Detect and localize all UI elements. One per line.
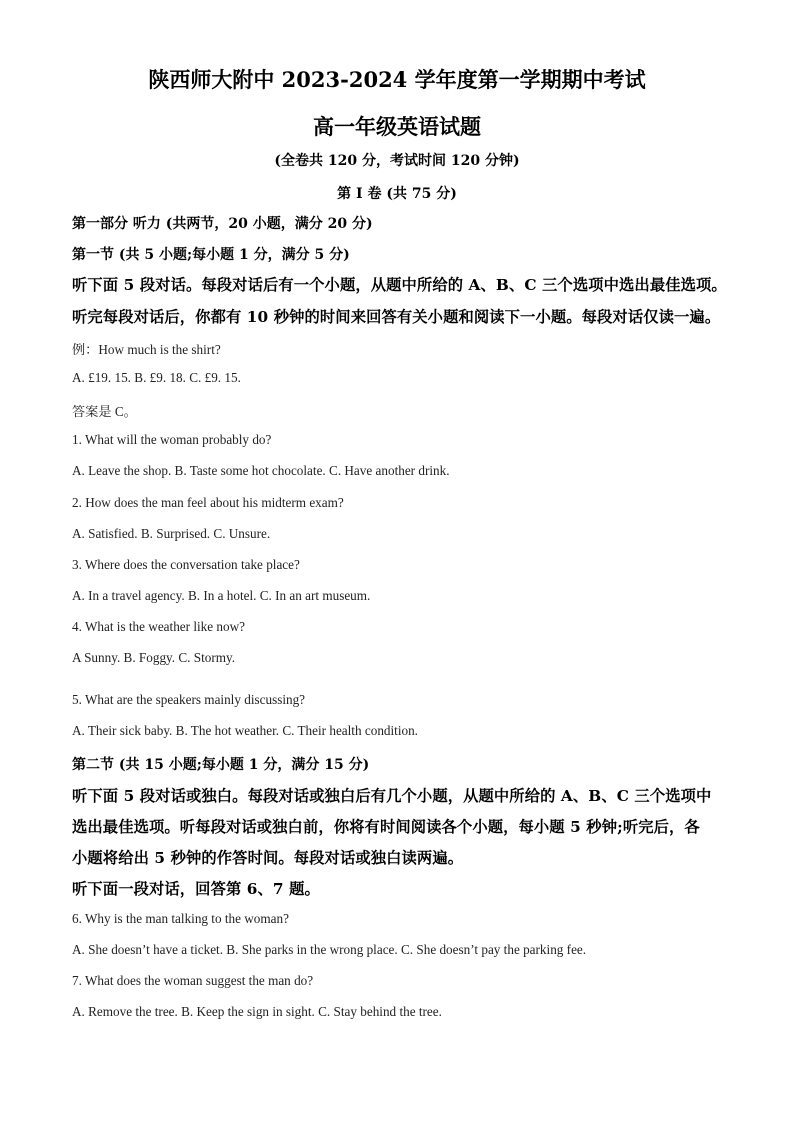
question-options: A. Their sick baby. B. The hot weather. C. Their health condition. [72, 723, 418, 738]
question-text: 3. Where does the conversation take place? [72, 557, 300, 572]
question-text: 6. Why is the man talking to the woman? [72, 911, 289, 926]
question-text: 4. What is the weather like now? [72, 619, 245, 634]
volume-heading: 第 I 卷 (共 75 分) [337, 186, 457, 202]
section2-instruction-line: 听下面 5 段对话或独白。每段对话或独白后有几个小题，从题中所给的 A、B、C 三个选项中 [72, 787, 712, 805]
question-options: A Sunny. B. Foggy. C. Stormy. [72, 650, 236, 665]
example-answer: 答案是 C。 [72, 404, 137, 419]
part1-heading: 第一部分 听力 (共两节，20 小题，满分 20 分) [72, 216, 373, 232]
section2-instruction-line: 小题将给出 5 秒钟的作答时间。每段对话或独白读两遍。 [72, 849, 464, 867]
group-heading: 听下面一段对话，回答第 6、7 题。 [72, 880, 320, 898]
question-text: 1. What will the woman probably do? [72, 432, 272, 447]
question-options: A. Leave the shop. B. Taste some hot chocolate. C. Have another drink. [72, 463, 450, 478]
exam-subtitle: 高一年级英语试题 [313, 114, 481, 139]
section1-instruction-line: 听完每段对话后，你都有 10 秒钟的时间来回答有关小题和阅读下一小题。每段对话仅读一遍。 [72, 308, 721, 326]
question-options: A. Remove the tree. B. Keep the sign in sight. C. Stay behind the tree. [72, 1004, 442, 1019]
section1-heading: 第一节 (共 5 小题;每小题 1 分，满分 5 分) [72, 247, 350, 263]
section2-instruction-line: 选出最佳选项。听每段对话或独白前，你将有时间阅读各个小题，每小题 5 秒钟;听完后，各 [72, 818, 700, 836]
question-text: 5. What are the speakers mainly discussing? [72, 692, 306, 707]
section2-heading: 第二节 (共 15 小题;每小题 1 分，满分 15 分) [72, 757, 370, 773]
question-text: 7. What does the woman suggest the man do? [72, 973, 314, 988]
exam-title: 陕西师大附中 2023-2024 学年度第一学期期中考试 [148, 67, 646, 92]
section1-instruction-line: 听下面 5 段对话。每段对话后有一个小题，从题中所给的 A、B、C 三个选项中选出最佳选项。 [72, 276, 727, 294]
question-text: 2. How does the man feel about his midterm exam? [72, 495, 344, 510]
question-options: A. She doesn’t have a ticket. B. She parks in the wrong place. C. She doesn’t pay the parking fee. [72, 942, 587, 957]
example-question: 例：How much is the shirt? [72, 342, 221, 357]
question-options: A. In a travel agency. B. In a hotel. C. In an art museum. [72, 588, 371, 603]
exam-info: (全卷共 120 分，考试时间 120 分钟) [274, 153, 520, 169]
example-options: A. £19. 15. B. £9. 18. C. £9. 15. [72, 370, 241, 385]
question-options: A. Satisfied. B. Surprised. C. Unsure. [72, 526, 271, 541]
